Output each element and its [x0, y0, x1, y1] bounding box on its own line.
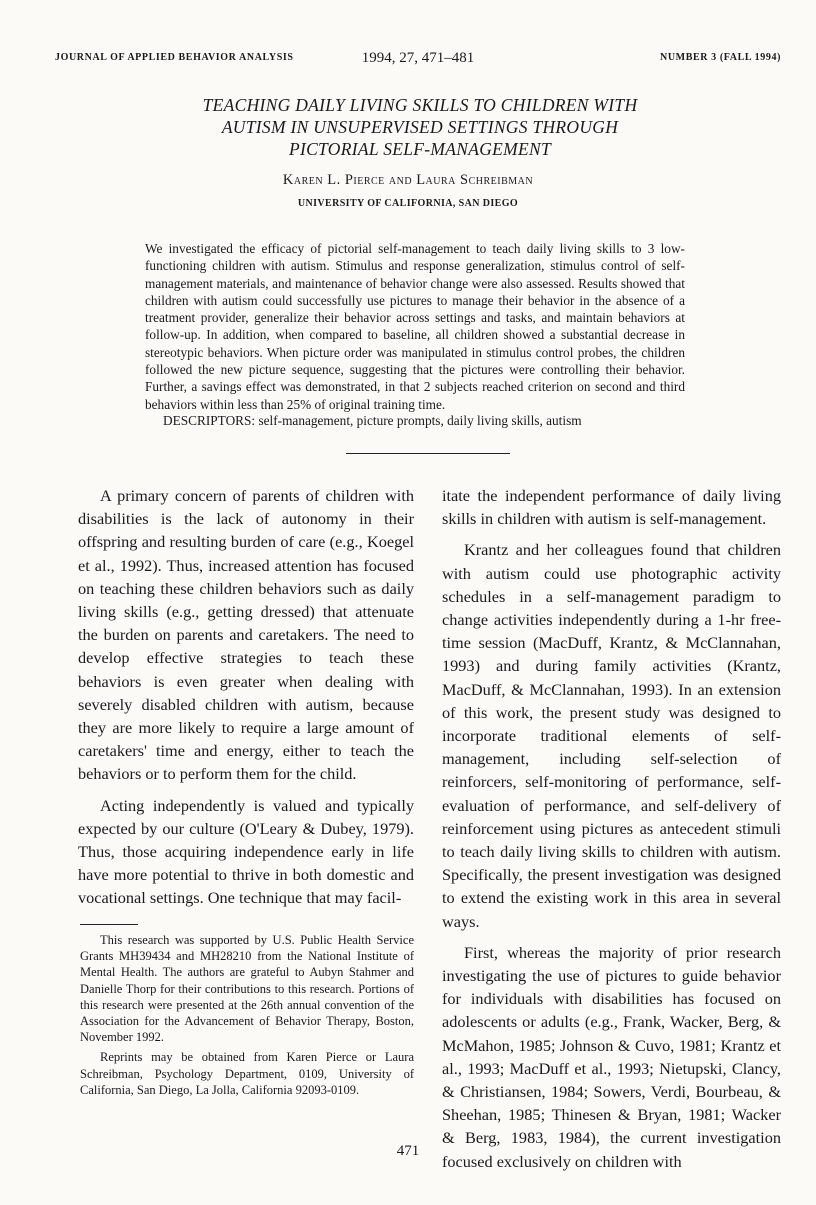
article-title	[160, 94, 680, 160]
title-line: PICTORIAL SELF-MANAGEMENT	[288, 139, 552, 159]
section-divider	[346, 453, 510, 454]
footnotes	[80, 932, 414, 1102]
footnote-divider	[80, 924, 138, 925]
journal-name: JOURNAL OF APPLIED BEHAVIOR ANALYSIS	[55, 52, 294, 63]
volume-citation: 1994, 27, 471–481	[361, 50, 475, 66]
page-number: 471	[396, 1143, 420, 1159]
abstract	[145, 240, 685, 413]
title-line: AUTISM IN UNSUPERVISED SETTINGS THROUGH	[221, 117, 619, 137]
body-column-right	[442, 484, 781, 1173]
body-paragraph: First, whereas the majority of prior research investigating the use of pictures to guide behavior for individuals with disabilities has focused on adolescents or adults (e.g., Frank, Wacker, Berg, & McMahon, 1985; Johnson & Cuvo, 1981; Krantz et al., 1993; MacDuff et al., 1993; Nietupski, Clancy, & Christiansen, 1984; Sowers, Verdi, Bourbeau, & Sheehan, 1985; Thinesen & Bryan, 1981; Wacker & Berg, 1983, 1984), the current investigation focused exclusively on children with	[442, 942, 781, 1171]
abstract-text: We investigated the efficacy of pictorial self-management to teach daily living skills to 3 low-functioning children with autism. Stimulus and response generalization, stimulus control of self-management materials, and maintenance of behavior change were also assessed. Results showed that children with autism could successfully use pictures to manage their behavior in the absence of a treatment provider, generalize their behavior across settings and tasks, and maintain behaviors at follow-up. In addition, when compared to baseline, all children showed a substantial decrease in stereotypic behaviors. When picture order was manipulated in stimulus control probes, the children followed the new picture sequence, suggesting that the pictures were controlling their behavior. Further, a savings effect was demonstrated, in that 2 subjects reached criterion on second and third behaviors within less than 25% of original training time.	[145, 241, 685, 412]
descriptors-label: DESCRIPTORS:	[163, 413, 256, 428]
authors: Karen L. Pierce and Laura Schreibman	[282, 172, 534, 188]
issue-number: NUMBER 3 (FALL 1994)	[660, 52, 781, 63]
body-paragraph: A primary concern of parents of children with disabilities is the lack of autonomy in their offspring and resulting burden of care (e.g., Koegel et al., 1992). Thus, increased attention has focused on teaching these children behaviors such as daily living skills (e.g., getting dressed) that attenuate the burden on parents and caretakers. The need to develop effective strategies to teach these behaviors is even greater when dealing with severely disabled children with autism, because they are more likely to require a large amount of caretakers' time and energy, either to teach the behaviors or to perform them for the child.	[78, 486, 414, 784]
body-column-left	[78, 484, 414, 910]
affiliation: UNIVERSITY OF CALIFORNIA, SAN DIEGO	[297, 198, 519, 209]
descriptors	[163, 413, 703, 429]
running-head	[55, 50, 781, 70]
descriptors-list: self-management, picture prompts, daily living skills, autism	[258, 413, 582, 428]
footnote-funding: This research was supported by U.S. Public Health Service Grants MH39434 and MH28210 from the National Institute of Mental Health. The authors are grateful to Aubyn Stahmer and Danielle Thorp for their contributions to this research. Portions of this research were presented at the 26th annual convention of the Association for the Advancement of Behavior Therapy, Boston, November 1992.	[80, 933, 414, 1045]
body-paragraph-continuation: itate the independent performance of daily living skills in children with autism is self-management.	[442, 486, 781, 529]
footnote-reprints: Reprints may be obtained from Karen Pierce or Laura Schreibman, Psychology Department, 0109, University of California, San Diego, La Jolla, California 92093-0109.	[80, 1050, 414, 1097]
title-line: TEACHING DAILY LIVING SKILLS TO CHILDREN WITH	[202, 95, 638, 115]
body-paragraph: Acting independently is valued and typically expected by our culture (O'Leary & Dubey, 1979). Thus, those acquiring independence early in life have more potential to thrive in both domestic and vocational settings. One technique that may facil-	[78, 795, 414, 908]
body-paragraph: Krantz and her colleagues found that children with autism could use photographic activity schedules in a self-management paradigm to change activities independently during a 1-hr free-time session (MacDuff, Krantz, & McClannahan, 1993) and during family activities (Krantz, MacDuff, & McClannahan, 1993). In an extension of this work, the present study was designed to incorporate traditional elements of self-management, including self-selection of reinforcers, self-monitoring of performance, self-evaluation of performance, and self-delivery of reinforcement using pictures as antecedent stimuli to teach daily living skills to children with autism. Specifically, the present investigation was designed to extend the existing work in this area in several ways.	[442, 540, 781, 931]
